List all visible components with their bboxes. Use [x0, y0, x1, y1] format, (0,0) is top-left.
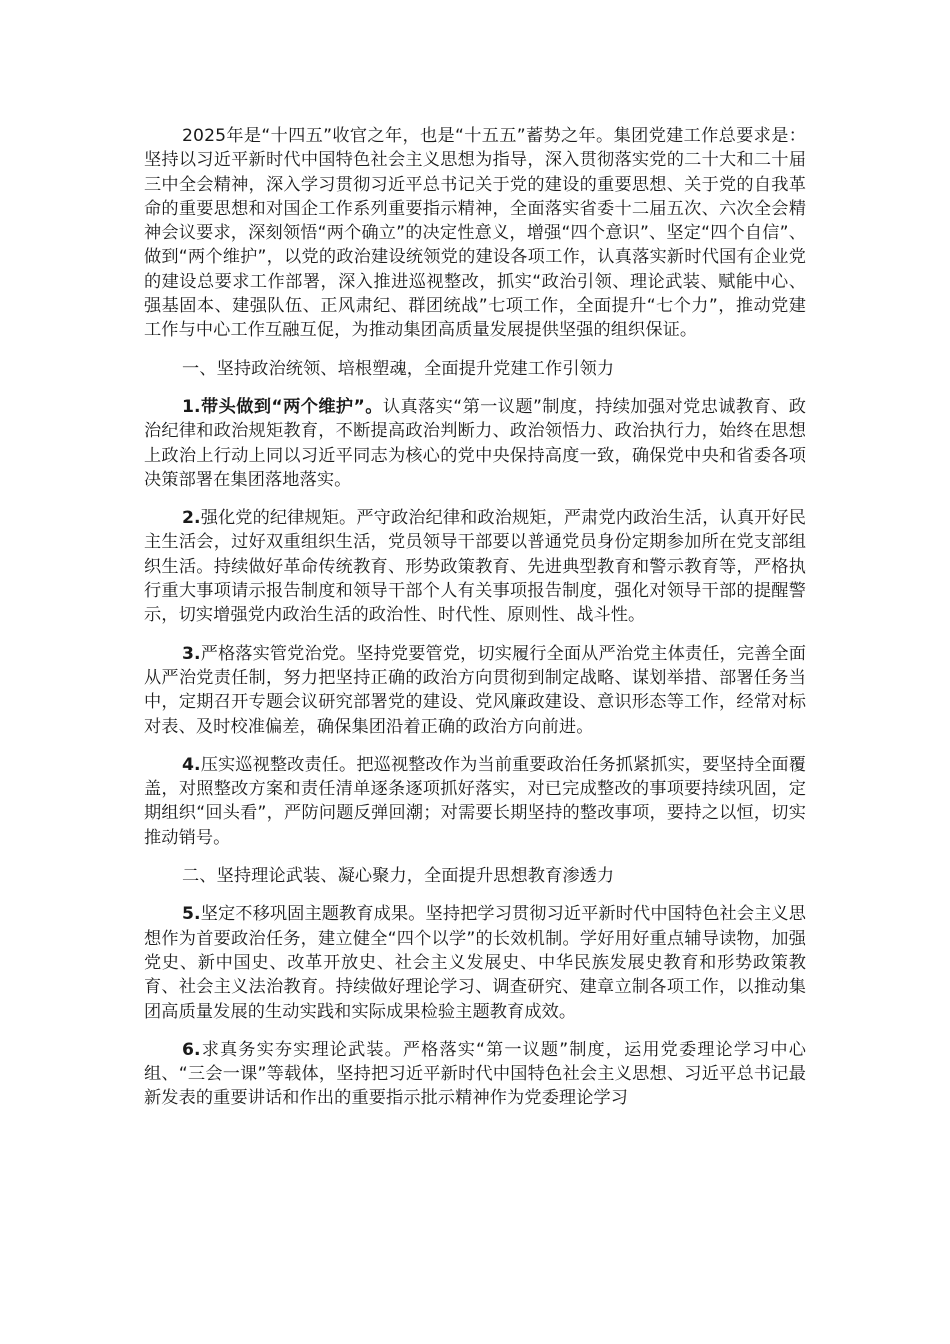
- intro-paragraph: [144, 124, 806, 343]
- item-paragraph-1: [144, 395, 806, 492]
- item-number-4: 4.: [182, 754, 201, 775]
- item-paragraph-3: [144, 642, 806, 739]
- item-paragraph-2: [144, 506, 806, 627]
- item-paragraph-4: [144, 753, 806, 850]
- item-paragraph-5: [144, 902, 806, 1023]
- item-body-5: 坚定不移巩固主题教育成果。坚持把学习贯彻习近平新时代中国特色社会主义思想作为首要政治任务，建立健全“四个以学”的长效机制。学好用好重点辅导读物，加强党史、新中国史、改革开放史、社会主义发展史、中华民族发展史教育和形势政策教育、社会主义法治教育。持续做好理论学习、调查研究、建章立制各项工作，以推动集团高质量发展的生动实践和实际成果检验主题教育成效。: [144, 904, 806, 1022]
- section-heading-1: [144, 357, 806, 381]
- item-body-3: 严格落实管党治党。坚持党要管党，切实履行全面从严治党主体责任，完善全面从严治党责任制，努力把坚持正确的政治方向贯彻到制定战略、谋划举措、部署任务当中，定期召开专题会议研究部署党的建设、党风廉政建设、意识形态等工作，经常对标对表、及时校准偏差，确保集团沿着正确的政治方向前进。: [144, 643, 806, 737]
- section-heading-2: [144, 864, 806, 888]
- item-number-5: 5.: [182, 904, 201, 925]
- item-body-4: 压实巡视整改责任。把巡视整改作为当前重要政治任务抓紧抓实，要坚持全面覆盖，对照整改方案和责任清单逐条逐项抓好落实，对已完成整改的事项要持续巩固，定期组织“回头看”，严防问题反弹回潮；对需要长期坚持的整改事项，要持之以恒，切实推动销号。: [144, 754, 806, 848]
- section-heading-1-text: 一、坚持政治统领、培根塑魂，全面提升党建工作引领力: [182, 358, 615, 379]
- item-body-2: 强化党的纪律规矩。严守政治纪律和政治规矩，严肃党内政治生活，认真开好民主生活会，过好双重组织生活，党员领导干部要以普通党员身份定期参加所在党支部组织生活。持续做好革命传统教育、形势政策教育、先进典型教育和警示教育等，严格执行重大事项请示报告制度和领导干部个人有关事项报告制度，强化对领导干部的提醒警示，切实增强党内政治生活的政治性、时代性、原则性、战斗性。: [144, 508, 806, 626]
- item-body-6: 求真务实夯实理论武装。严格落实“第一议题”制度，运用党委理论学习中心组、“三会一课”等载体，坚持把习近平新时代中国特色社会主义思想、习近平总书记最新发表的重要讲话和作出的重要指示批示精神作为党委理论学习: [144, 1039, 806, 1109]
- item-lead-1: 带头做到“两个维护”。: [200, 396, 383, 417]
- document-page: [144, 124, 806, 1125]
- item-paragraph-6: [144, 1038, 806, 1111]
- item-number-2: 2.: [182, 508, 201, 529]
- item-number-6: 6.: [182, 1039, 201, 1060]
- section-heading-2-text: 二、坚持理论武装、凝心聚力，全面提升思想教育渗透力: [182, 866, 615, 887]
- item-body-1: 认真落实“第一议题”制度，持续加强对党忠诚教育、政治纪律和政治规矩教育，不断提高政治判断力、政治领悟力、政治执行力，始终在思想上政治上行动上同以习近平同志为核心的党中央保持高度一致，确保党中央和省委各项决策部署在集团落地落实。: [144, 396, 807, 490]
- item-number-3: 3.: [182, 643, 201, 664]
- item-number-1: 1.: [182, 396, 201, 417]
- intro-text: 2025年是“十四五”收官之年，也是“十五五”蓄势之年。集团党建工作总要求是：坚持以习近平新时代中国特色社会主义思想为指导，深入贯彻落实党的二十大和二十届三中全会精神，深入学习贯彻习近平总书记关于党的建设的重要思想、关于党的自我革命的重要思想和对国企工作系列重要指示精神，全面落实省委十二届五次、六次全会精神会议要求，深刻领悟“两个确立”的决定性意义，增强“四个意识”、坚定“四个自信”、做到“两个维护”，以党的政治建设统领党的建设各项工作，认真落实新时代国有企业党的建设总要求工作部署，深入推进巡视整改，抓实“政治引领、理论武装、赋能中心、强基固本、建强队伍、正风肃纪、群团统战”七项工作，全面提升“七个力”，推动党建工作与中心工作互融互促，为推动集团高质量发展提供坚强的组织保证。: [144, 126, 806, 341]
